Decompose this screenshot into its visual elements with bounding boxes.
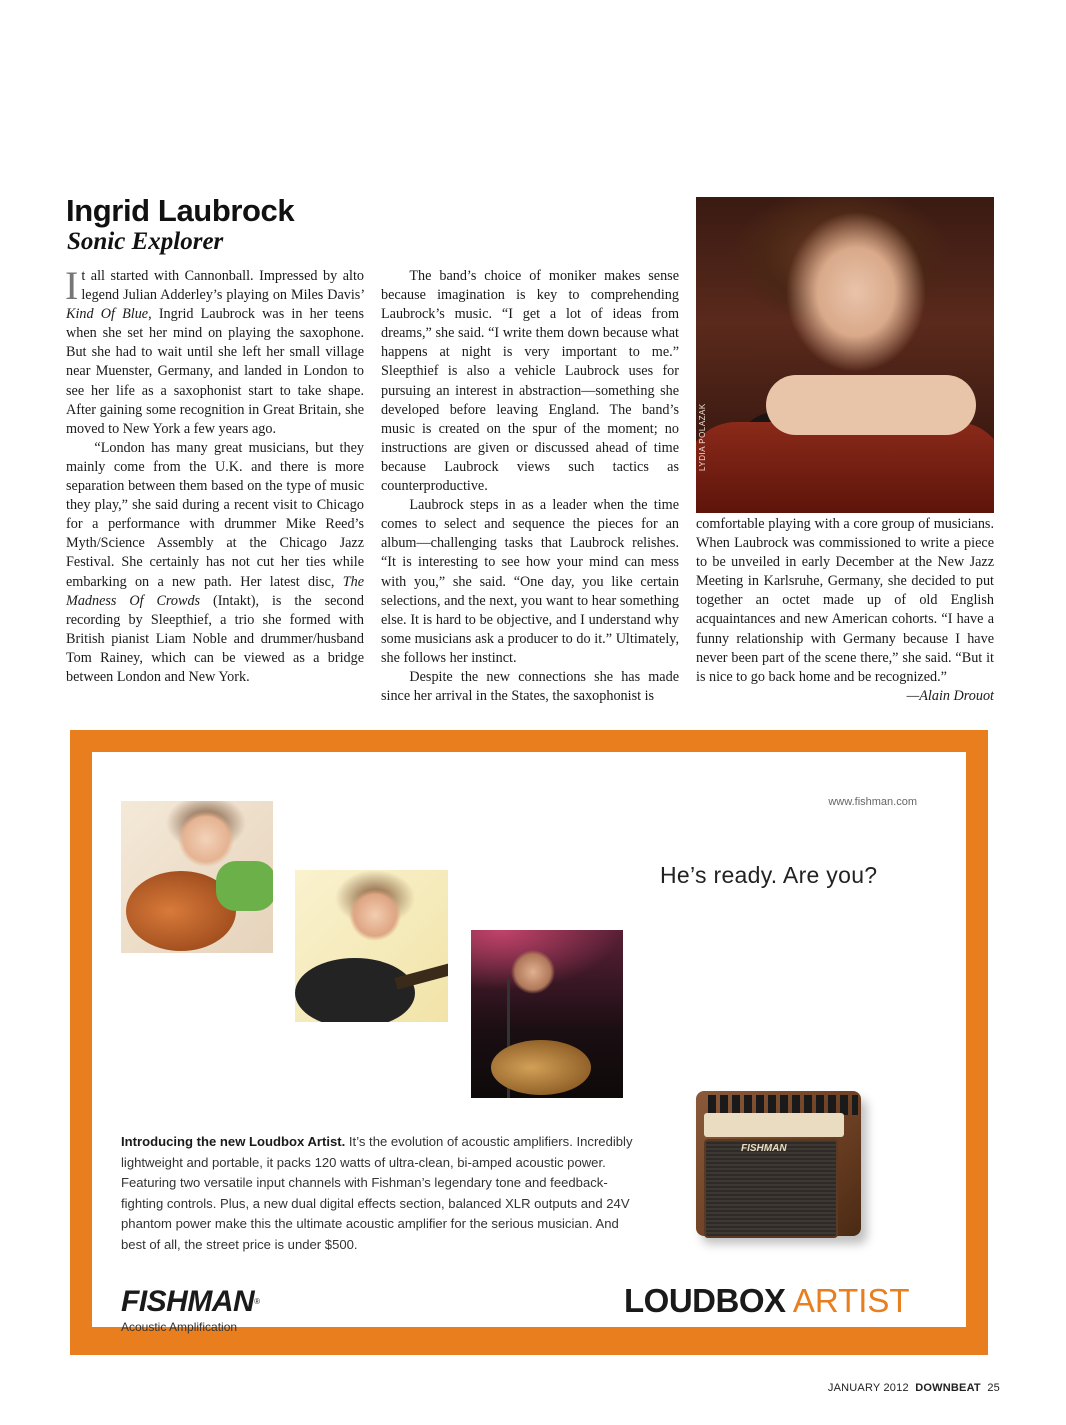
article-column-2 bbox=[381, 267, 679, 706]
ad-url[interactable]: www.fishman.com bbox=[828, 796, 917, 808]
article-subhead: Sonic Explorer bbox=[67, 228, 224, 255]
paragraph: The band’s choice of moniker makes sense because imagination is key to comprehending Laubrock’s music. “I get a lot of ideas from dreams,” she said. “I write them down because what happens at night is very important to me.” Sleepthief is also a vehicle Laubrock uses for pursuing an interest in abstraction—something she developed before leaving England. The band’s music is created on the spur of the moment; no instructions are given or discussed ahead of time because Laubrock views such tactics as counterproductive. bbox=[381, 268, 679, 495]
guitar-neck-shape bbox=[394, 962, 448, 989]
guitar-shape bbox=[295, 958, 415, 1022]
product-name-light: ARTIST bbox=[785, 1282, 910, 1319]
brand-name: FISHMAN bbox=[121, 1285, 255, 1318]
page-footer bbox=[828, 1382, 1000, 1394]
page-number: 25 bbox=[987, 1382, 1000, 1394]
album-title: The Madness Of Crowds bbox=[66, 573, 364, 609]
fishman-logo bbox=[121, 1285, 260, 1318]
ad-copy bbox=[121, 1132, 641, 1256]
shirt-shape bbox=[216, 861, 273, 911]
article-column-3 bbox=[696, 515, 994, 706]
amp-panel bbox=[704, 1113, 844, 1137]
child-guitar-photo bbox=[121, 801, 273, 953]
text: , Ingrid Laubrock was in her teens when she set her mind on playing the saxophone. But she had to wait until she left her small village near Muenster, Germany, and landed in London to see her life as a saxophonist start to take shape. After gaining some recognition in Great Britain, she moved to New York a few years ago. bbox=[66, 306, 365, 437]
article-headline: Ingrid Laubrock bbox=[66, 193, 295, 228]
ad-copy-lead: Introducing the new Loudbox Artist. bbox=[121, 1134, 346, 1149]
byline: —Alain Drouot bbox=[906, 687, 994, 704]
performer-photo bbox=[471, 930, 623, 1098]
article-column-1 bbox=[65, 263, 365, 687]
photo-arms bbox=[766, 375, 976, 435]
product-logo bbox=[624, 1282, 910, 1320]
album-title: Kind Of Blue bbox=[66, 306, 149, 323]
text: “London has many great musicians, but they mainly come from the U.K. and there is more separation between them based on the type of music they play,” she said during a recent visit to Chicago for a performance with drummer Mike Reed’s Myth/Science Assembly at the Chicago Jazz Festival. She certainly has not cut her ties while embarking on a new path. Her latest disc, bbox=[66, 439, 364, 590]
text: (Intakt), is the second recording by Sleepthief, a trio she formed with British pianist Liam Noble and drummer/husband Tom Rainey, which can be viewed as a bridge between London and New York. bbox=[66, 592, 364, 685]
issue-date: JANUARY 2012 bbox=[827, 1382, 909, 1394]
amp-knobs bbox=[708, 1095, 858, 1115]
paragraph: Despite the new connections she has made since her arrival in the States, the saxophonist is bbox=[381, 668, 679, 705]
paragraph bbox=[65, 263, 365, 439]
drop-cap: I bbox=[65, 263, 79, 308]
text: comfortable playing with a core group of musicians. When Laubrock was commissioned to write a piece to be unveiled in early December at the New Jazz Meeting in Karlsruhe, Germany, she decided to put together an octet made up of old English acquaintances and new American cohorts. “I have a funny relationship with Germany because I have never been part of the scene there,” she said. “But it is nice to go back home and be recognized.” bbox=[696, 516, 994, 685]
paragraph bbox=[696, 515, 994, 704]
magazine-name: DOWNBEAT bbox=[915, 1382, 981, 1394]
paragraph: Laubrock steps in as a leader when the time comes to select and sequence the pieces for an album—challenging tasks that Laubrock relishes. “It is interesting to see how your mind can mess with you,” she said. “One day, you like certain selections, and the next, you want to hear something else. It is hard to be objective, and I understand why some musicians ask a producer to do it.” Ultimately, she follows her instinct. bbox=[381, 497, 679, 666]
ad-panel bbox=[92, 752, 966, 1334]
advertisement bbox=[70, 730, 988, 1355]
photo-credit: LYDIA POLAZAK bbox=[698, 403, 707, 471]
ad-tagline: He’s ready. Are you? bbox=[660, 862, 878, 888]
registered-mark: ® bbox=[254, 1297, 260, 1306]
amplifier-image bbox=[696, 1077, 866, 1257]
amp-logo: FISHMAN bbox=[741, 1143, 787, 1154]
paragraph bbox=[66, 439, 364, 687]
text: t all started with Cannonball. Impressed by alto legend Julian Adderley’s playing on Miles Davis’ bbox=[81, 268, 364, 304]
brand-subtitle: Acoustic Amplification bbox=[121, 1320, 238, 1334]
amp-body bbox=[696, 1091, 861, 1236]
portrait-photo bbox=[696, 197, 994, 513]
guitar-shape bbox=[491, 1040, 591, 1095]
teen-guitar-photo bbox=[295, 870, 448, 1022]
photo-couch bbox=[696, 422, 994, 513]
product-name-bold: LOUDBOX bbox=[624, 1282, 786, 1319]
ad-copy-body: It’s the evolution of acoustic amplifiers. Incredibly lightweight and portable, it packs 120 watts of ultra-clean, bi-amped acoustic power. Featuring two versatile input channels with Fishman’s legendary tone and feedback-fighting controls. Plus, a new dual digital effects section, balanced XLR outputs and 24V phantom power make this the ultimate acoustic amplifier for the serious musician. And best of all, the street price is under $500. bbox=[121, 1134, 633, 1252]
